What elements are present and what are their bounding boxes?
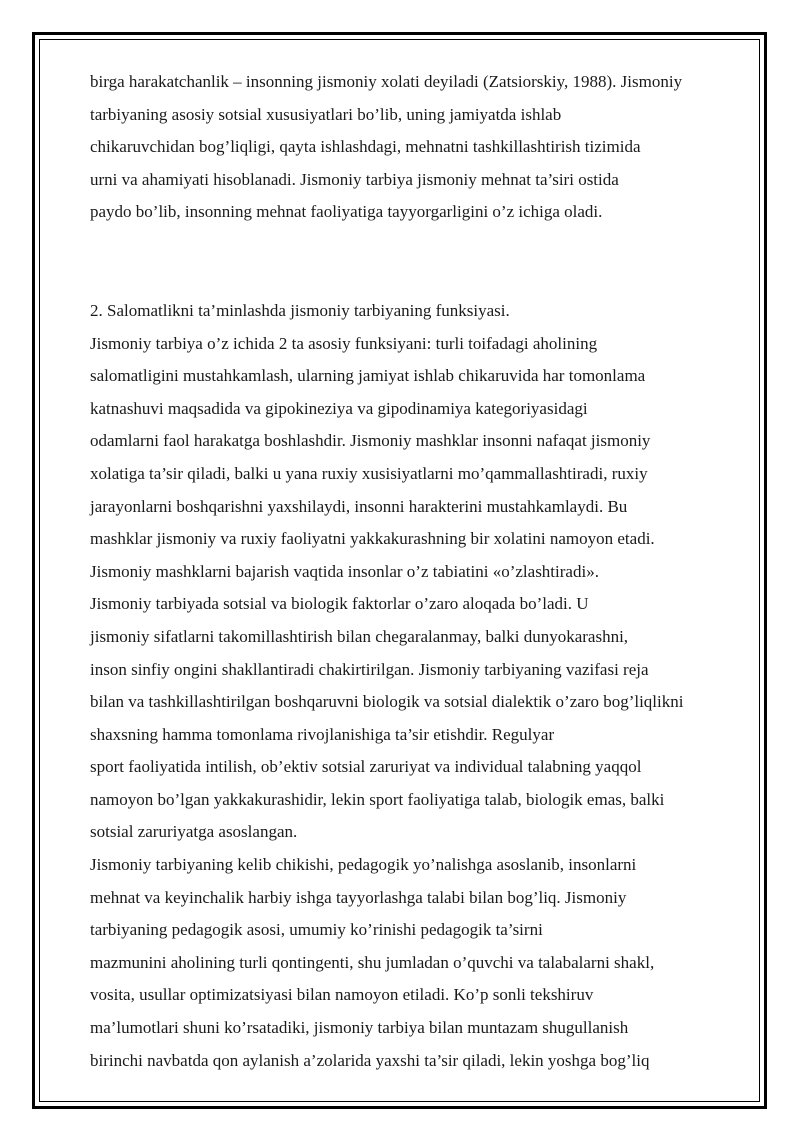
text-line: jismoniy sifatlarni takomillashtirish bilan chegaralanmay, balki dunyokarashni, <box>90 626 629 646</box>
text-line: birga harakatchanlik – insonning jismoniy xolati deyiladi (Zatsiorskiy, 1988). Jismoniy <box>90 72 683 91</box>
text-line: sport faoliyatida intilish, ob’ektiv sotsial zaruriyat va individual talabning yaqqol <box>90 757 642 777</box>
text-line: namoyon bo’lgan yakkakurashidir, lekin sport faoliyatiga talab, biologik emas, balki <box>90 789 665 809</box>
text-line: vosita, usullar optimizatsiyasi bilan namoyon etiladi. Ko’p sonli tekshiruv <box>90 985 594 1005</box>
text-line: jarayonlarni boshqarishni yaxshilaydi, insonni harakterini mustahkamlaydi. Bu <box>90 496 628 516</box>
text-line: xolatiga ta’sir qiladi, balki u yana ruxiy xusisiyatlarni mo’qammallashtiradi, ruxiy <box>90 463 648 483</box>
paragraph-2 <box>90 328 750 1078</box>
text-line: shaxsning hamma tomonlama rivojlanishiga ta’sir etishdir. Regulyar <box>90 724 555 744</box>
text-line: Jismoniy tarbiyada sotsial va biologik faktorlar o’zaro aloqada bo’ladi. U <box>90 594 589 614</box>
text-line: Jismoniy tarbiya o’z ichida 2 ta asosiy funksiyani: turli toifadagi aholining <box>90 333 598 353</box>
text-line: urni va ahamiyati hisoblanadi. Jismoniy tarbiya jismoniy mehnat ta’siri ostida <box>90 169 619 189</box>
text-line: Jismoniy tarbiyaning kelib chikishi, pedagogik yo’nalishga asoslanib, insonlarni <box>90 855 637 875</box>
paragraph-1 <box>90 66 750 229</box>
paragraph-spacer <box>90 229 750 295</box>
text-line: inson sinfiy ongini shakllantiradi chakirtirilgan. Jismoniy tarbiyaning vazifasi reja <box>90 659 649 679</box>
text-line: birinchi navbatda qon aylanish a’zolarida yaxshi ta’sir qiladi, lekin yoshga bog’liq <box>90 1050 650 1070</box>
text-line: paydo bo’lib, insonning mehnat faoliyatiga tayyorgarligini o’z ichiga oladi. <box>90 202 603 222</box>
document-body <box>90 66 750 1077</box>
text-line: chikaruvchidan bog’liqligi, qayta ishlashdagi, mehnatni tashkillashtirish tizimida <box>90 137 641 157</box>
text-line: mazmunini aholining turli qontingenti, shu jumladan o’quvchi va talabalarni shakl, <box>90 952 655 972</box>
text-line: tarbiyaning pedagogik asosi, umumiy ko’rinishi pedagogik ta’sirni <box>90 920 543 940</box>
text-line: tarbiyaning asosiy sotsial xususiyatlari bo’lib, uning jamiyatda ishlab <box>90 104 562 124</box>
text-line: mehnat va keyinchalik harbiy ishga tayyorlashga talabi bilan bog’liq. Jismoniy <box>90 887 627 907</box>
text-line: Jismoniy mashklarni bajarish vaqtida insonlar o’z tabiatini «o’zlashtiradi». <box>90 561 599 581</box>
text-line: ma’lumotlari shuni ko’rsatadiki, jismoniy tarbiya bilan muntazam shugullanish <box>90 1018 629 1038</box>
text-line: salomatligini mustahkamlash, ularning jamiyat ishlab chikaruvida har tomonlama <box>90 366 646 386</box>
text-line: odamlarni faol harakatga boshlashdir. Jismoniy mashklar insonni nafaqat jismoniy <box>90 431 651 451</box>
text-line: sotsial zaruriyatga asoslangan. <box>90 822 298 842</box>
section-heading: 2. Salomatlikni ta’minlashda jismoniy tarbiyaning funksiyasi. <box>90 300 510 320</box>
text-line: katnashuvi maqsadida va gipokineziya va gipodinamiya kategoriyasidagi <box>90 398 588 418</box>
text-line: mashklar jismoniy va ruxiy faoliyatni yakkakurashning bir xolatini namoyon etadi. <box>90 529 655 549</box>
text-line: bilan va tashkillashtirilgan boshqaruvni biologik va sotsial dialektik o’zaro bog’liqlikni <box>90 692 684 712</box>
